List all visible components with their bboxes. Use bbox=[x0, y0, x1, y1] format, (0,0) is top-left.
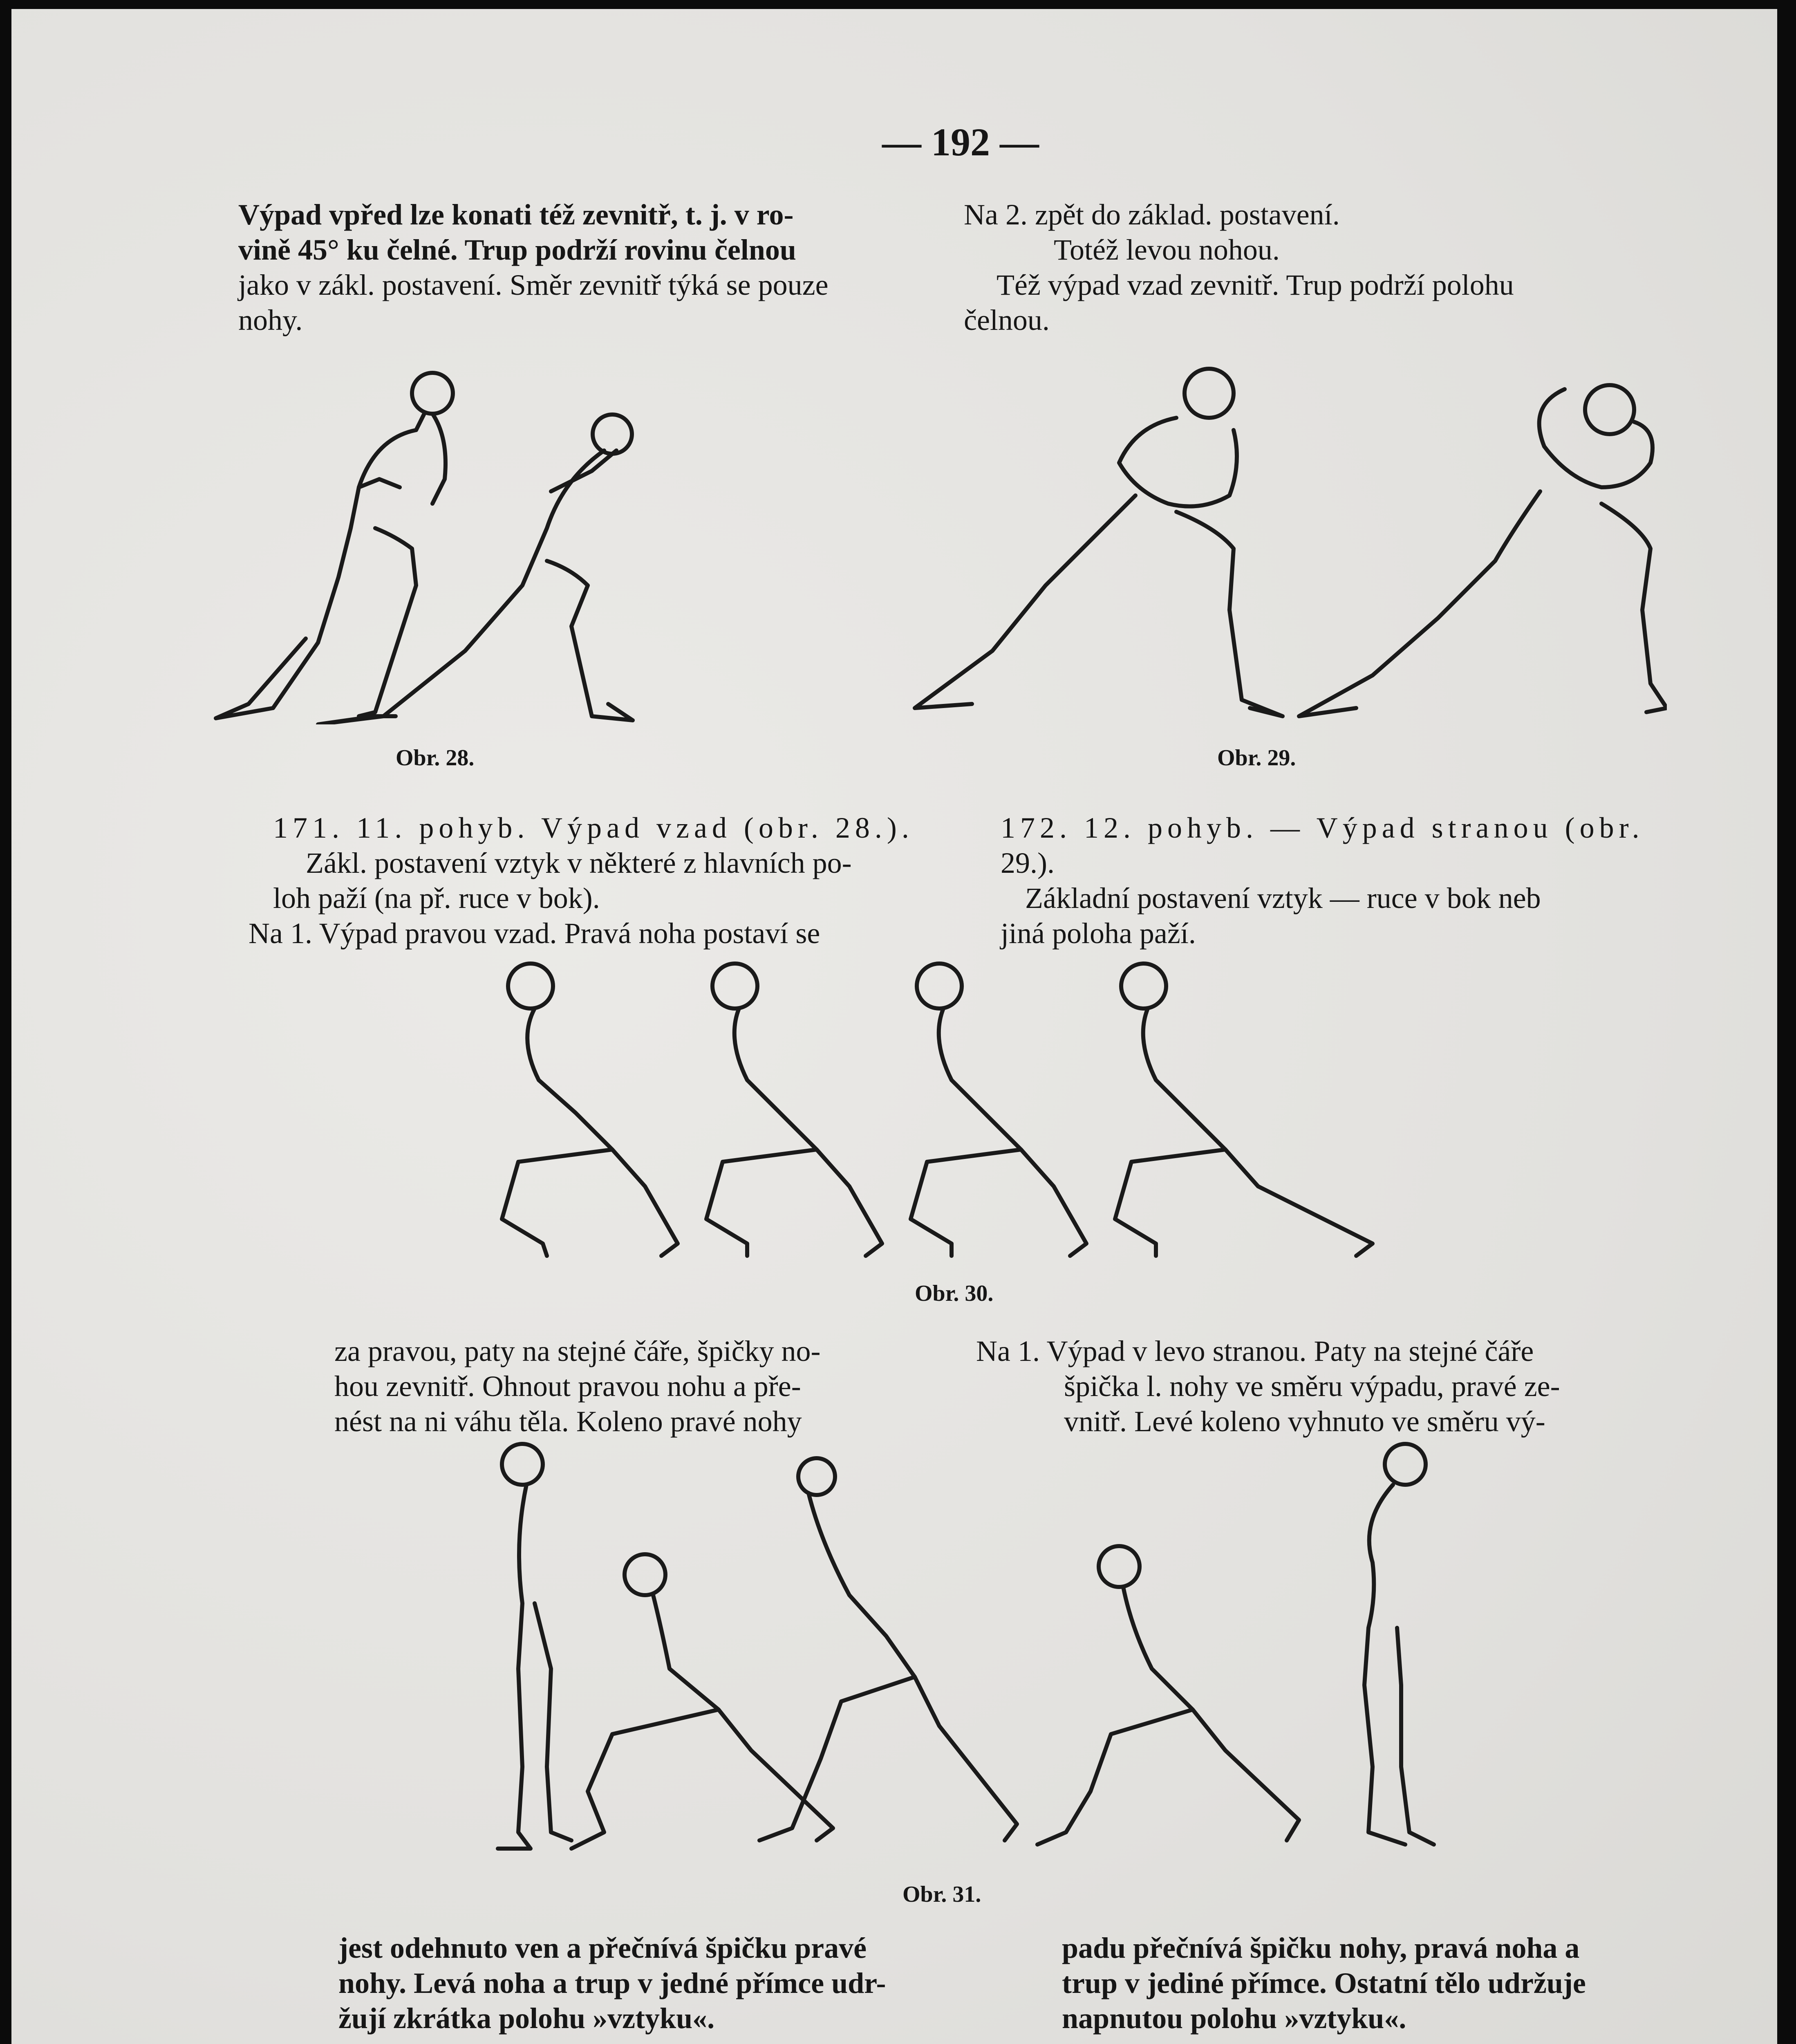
mid-right-paragraph bbox=[1001, 810, 1644, 951]
text-line: Na 1. Výpad pravou vzad. Pravá noha postaví se bbox=[249, 917, 820, 950]
caption-obr-31: Obr. 31. bbox=[902, 1882, 981, 1907]
text-line: jako v zákl. postavení. Směr zevnitř týká se pouze bbox=[238, 269, 829, 301]
text-line: vnitř. Levé koleno vyhnuto ve směru vý- bbox=[1064, 1405, 1545, 1438]
text-line: Základní postavení vztyk — ruce v bok neb bbox=[1025, 882, 1541, 914]
text-line: 29.). bbox=[1001, 847, 1055, 879]
caption-obr-29: Obr. 29. bbox=[1217, 745, 1296, 771]
text-line: za pravou, paty na stejné čáře, špičky no- bbox=[334, 1335, 821, 1367]
text-line: špička l. nohy ve směru výpadu, pravé ze- bbox=[1064, 1370, 1560, 1403]
figure-obr-28-lunge-backward bbox=[204, 356, 796, 724]
text-line: nohy. Levá noha a trup v jedné přímce udr- bbox=[338, 1967, 886, 1999]
figure-obr-30-lunge-sequence bbox=[481, 957, 1422, 1268]
text-line: Na 1. Výpad v levo stranou. Paty na stejné čáře bbox=[976, 1335, 1534, 1367]
text-line: 172. 12. pohyb. — Výpad stranou (obr. bbox=[1001, 811, 1644, 844]
text-line: čelnou. bbox=[964, 304, 1050, 336]
text-line: Zákl. postavení vztyk v některé z hlavních po- bbox=[306, 847, 852, 879]
bottom-left-paragraph bbox=[338, 1930, 886, 2036]
text-line: Na 2. zpět do základ. postavení. bbox=[964, 198, 1340, 231]
text-line: nést na ni váhu těla. Koleno pravé nohy bbox=[334, 1405, 802, 1438]
top-right-paragraph bbox=[964, 197, 1514, 338]
lower-right-paragraph bbox=[976, 1334, 1560, 1439]
text-line: Výpad vpřed lze konati též zevnitř, t. j. v ro- bbox=[238, 198, 794, 231]
figure-obr-31-lunge-sequence bbox=[481, 1440, 1442, 1869]
text-line: 171. 11. pohyb. Výpad vzad (obr. 28.). bbox=[273, 811, 914, 844]
text-line: Totéž levou nohou. bbox=[1054, 233, 1280, 266]
caption-obr-30: Obr. 30. bbox=[915, 1281, 994, 1306]
bottom-right-paragraph bbox=[1062, 1930, 1586, 2036]
text-line: jiná poloha paží. bbox=[1001, 917, 1196, 950]
text-line: jest odehnuto ven a přečnívá špičku pravé bbox=[338, 1932, 867, 1964]
book-page bbox=[11, 9, 1777, 2044]
page-number: — 192 — bbox=[882, 120, 1039, 164]
figure-obr-29-lunge-sideways bbox=[890, 356, 1667, 724]
text-line: vině 45° ku čelné. Trup podrží rovinu čelnou bbox=[238, 233, 796, 266]
text-line: loh paží (na př. ruce v bok). bbox=[273, 882, 600, 914]
text-line: žují zkrátka polohu »vztyku«. bbox=[338, 2002, 715, 2035]
text-line: hou zevnitř. Ohnout pravou nohu a pře- bbox=[334, 1370, 801, 1403]
text-line: padu přečnívá špičku nohy, pravá noha a bbox=[1062, 1932, 1580, 1964]
text-line: nohy. bbox=[238, 304, 303, 336]
lower-left-paragraph bbox=[334, 1334, 821, 1439]
text-line: napnutou polohu »vztyku«. bbox=[1062, 2002, 1406, 2035]
caption-obr-28: Obr. 28. bbox=[396, 745, 475, 771]
top-left-paragraph bbox=[238, 197, 829, 338]
text-line: Též výpad vzad zevnitř. Trup podrží polohu bbox=[997, 269, 1514, 301]
mid-left-paragraph bbox=[249, 810, 914, 951]
text-line: trup v jediné přímce. Ostatní tělo udržuje bbox=[1062, 1967, 1586, 1999]
